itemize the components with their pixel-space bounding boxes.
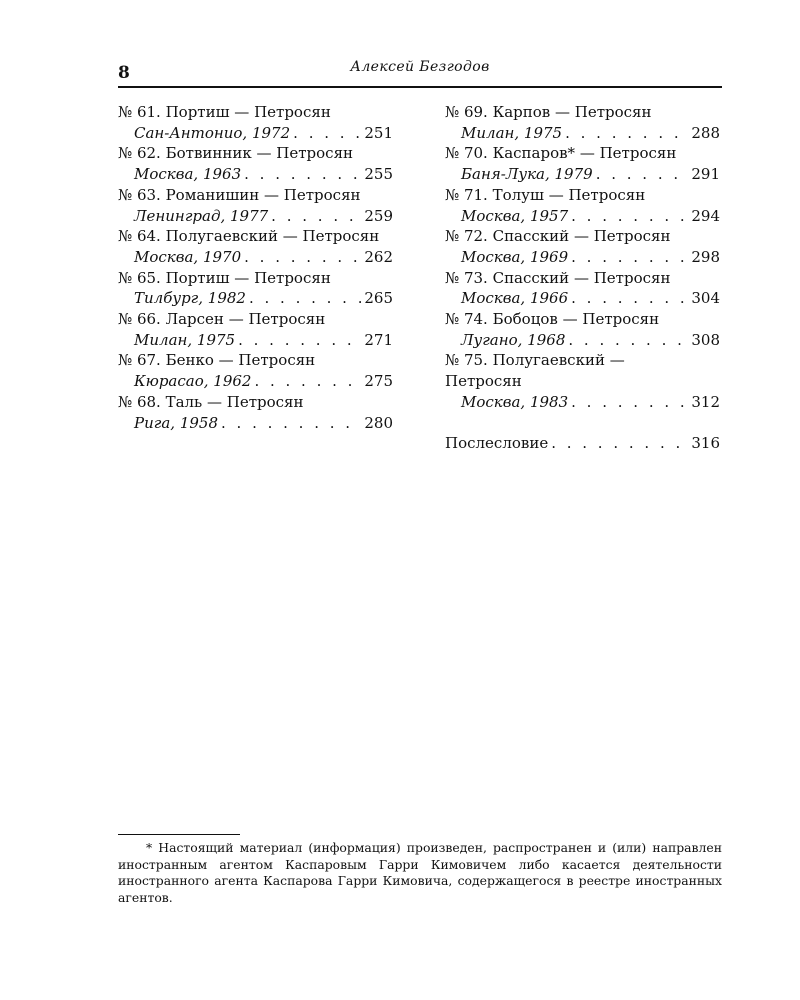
toc-entry-place: Москва, 1966 [461,289,569,308]
toc-entry-title: № 61. Портиш — Петросян [118,103,331,121]
toc-entry-page: 262 [364,247,393,266]
leader-dots [271,206,361,227]
toc-entry-afterword[interactable] [445,433,720,454]
toc-entry-place: Москва, 1969 [461,247,569,266]
toc-entry-place: Рига, 1958 [134,413,218,432]
toc-entry-title: № 67. Бенко — Петросян [118,351,316,370]
toc-entry-title: № 64. Полугаевский — Петросян [118,227,380,246]
leader-dots [221,413,361,434]
toc-entry[interactable] [118,102,393,143]
toc-entry-page: 308 [691,330,720,349]
toc-entry-title: № 62. Ботвинник — Петросян [118,144,354,163]
toc-entry-page: 275 [364,372,393,391]
page-header [118,58,722,88]
toc-entry-place: Милан, 1975 [461,123,563,142]
toc-entry[interactable] [118,309,393,350]
toc-entry-page: 280 [364,413,393,432]
toc-column-right [445,102,720,454]
toc-entry-place: Москва, 1970 [134,247,242,266]
toc-entry[interactable] [445,102,720,143]
toc-entry-title: № 72. Спасский — Петросян [445,227,671,246]
toc-entry-page: 298 [691,247,720,266]
leader-dots [238,330,361,351]
leader-dots [249,288,361,309]
toc-entry-place: Милан, 1975 [134,330,236,349]
toc-entry-page: 294 [691,206,720,225]
toc-entry-title: № 74. Бобоцов — Петросян [445,310,660,329]
footnote-rule [118,834,240,835]
leader-dots [596,164,689,185]
leader-dots [568,330,688,351]
afterword-label: Послесловие [445,434,549,453]
toc-entry-title: № 73. Спасский — Петросян [445,268,671,287]
page-number: 8 [118,63,130,83]
toc-entry-page: 291 [691,165,720,184]
toc-entry-title: № 71. Толуш — Петросян [445,185,646,204]
toc-entry-page: 312 [691,392,720,411]
toc-entry[interactable] [118,226,393,267]
leader-dots [571,392,688,413]
toc-entry[interactable] [118,392,393,433]
leader-dots [565,123,688,144]
toc-entry-title: № 63. Романишин — Петросян [118,185,361,204]
toc-entry-page: 288 [691,123,720,142]
afterword-page: 316 [691,434,720,453]
toc-entry[interactable] [118,143,393,184]
toc-entry-page: 255 [364,165,393,184]
leader-dots [571,247,688,268]
toc-entry-place: Тилбург, 1982 [134,289,246,308]
leader-dots [571,288,688,309]
toc-entry-place: Москва, 1983 [461,392,569,411]
toc-entry-place: Москва, 1957 [461,206,569,225]
toc-entry[interactable] [445,268,720,309]
toc-entry-place: Лугано, 1968 [461,330,566,349]
leader-dots [244,247,361,268]
toc-entry-title: № 70. Каспаров* — Петросян [445,144,677,163]
leader-dots [244,164,361,185]
toc-entry-title: № 69. Карпов — Петросян [445,103,652,121]
toc-entry-place: Баня-Лука, 1979 [461,165,593,184]
leader-dots [551,433,688,454]
toc-entry[interactable] [445,226,720,267]
toc-entry-place: Москва, 1963 [134,165,242,184]
toc-entry-place: Кюрасао, 1962 [134,372,252,391]
toc-entry-title: № 65. Портиш — Петросян [118,268,331,287]
leader-dots [293,123,361,144]
toc-entry-page: 265 [364,289,393,308]
toc-entry[interactable] [118,185,393,226]
footnote: * Настоящий материал (информация) произведен, распространен и (или) направлен иностранным агентом Каспаровым Гарри Кимовичем либо касается деятельности иностранного агента Каспарова Гарри Кимовича, содержащегося в реестре иностранных агентов. [118,840,722,905]
leader-dots [254,371,361,392]
toc-entry-title: № 75. Полугаевский — Петросян [445,351,625,391]
toc-entry-title: № 66. Ларсен — Петросян [118,310,326,329]
toc-entry[interactable] [445,309,720,350]
running-head: Алексей Безгодов [350,59,490,75]
toc-entry-title: № 68. Таль — Петросян [118,392,304,411]
toc-entry-place: Сан-Антонио, 1972 [134,123,291,142]
toc-entry-page: 259 [364,206,393,225]
toc-entry-page: 304 [691,289,720,308]
toc-entry-place: Ленинград, 1977 [134,206,269,225]
toc-entry[interactable] [445,185,720,226]
toc-entry[interactable] [445,350,720,412]
toc-entry[interactable] [118,268,393,309]
toc-column-left [118,102,393,433]
toc-entry-page: 251 [364,123,393,142]
toc-entry-page: 271 [364,330,393,349]
toc-entry[interactable] [118,350,393,391]
leader-dots [571,206,688,227]
toc-entry[interactable] [445,143,720,184]
